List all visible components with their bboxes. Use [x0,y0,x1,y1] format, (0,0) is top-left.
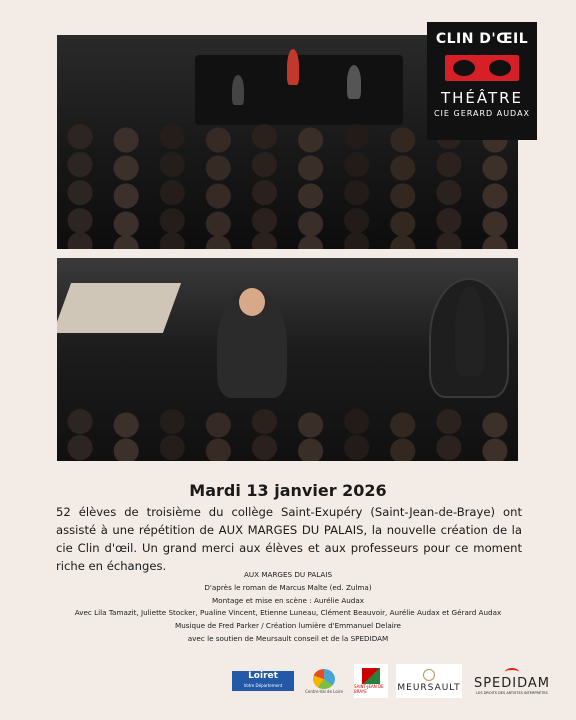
logo-company: CIE GERARD AUDAX [433,109,531,118]
eyes-icon [445,55,519,81]
loiret-sub: Votre Département [243,683,283,688]
credits-block [0,569,576,646]
loiret-name: Loiret [248,671,278,681]
braye-name: SAINT-JEAN DE BRAYE [354,684,384,694]
meursault-mark-icon [423,669,435,681]
credit-line: avec le soutien de Meursault conseil et de la SPEDIDAM [187,633,389,643]
credit-line: Montage et mise en scène : Aurélie Audax [211,595,365,605]
director-face [239,288,265,316]
logo-subtitle: THÉÂTRE [440,89,524,107]
audience-row [57,434,518,461]
clin-doeil-logo [427,22,537,140]
partner-logos [232,662,554,700]
credit-line: D'après le roman de Marcus Malte (ed. Zulma) [204,582,372,592]
logo-title: CLIN D'ŒIL [435,31,529,47]
event-date: Mardi 13 janvier 2026 [189,481,387,500]
credit-line: Avec Lila Tamazit, Juliette Stocker, Pualine Vincent, Etienne Luneau, Clément Beauvoir, Aurélie Audax et Gérard Audax [74,608,502,618]
braye-mark-icon [362,668,380,684]
actor-figure [287,49,299,85]
spedidam-mark-icon [505,668,519,676]
actor-figure [347,65,361,99]
actress-figure [455,286,485,376]
credit-line: Musique de Fred Parker / Création lumière d'Emmanuel Delaire [175,621,401,631]
saint-jean-de-braye-logo [354,664,388,698]
region-mark-icon [313,669,335,689]
spedidam-sub: LES DROITS DES ARTISTES INTERPRÈTES [476,690,548,695]
rehearsal-photo-director [57,258,518,461]
event-description: 52 élèves de troisième du collège Saint-Exupéry (Saint-Jean-de-Braye) ont assisté à une répétition de AUX MARGES DU PALAIS, la nouvelle création de la cie Clin d'œil. Un grand merci aux élèves et aux professeurs pour ce moment riche en échanges. [56,505,522,573]
region-logo [302,664,346,698]
spedidam-logo [470,664,554,698]
table-prop [57,283,181,333]
stage-area [195,55,402,125]
audience-row [57,231,518,249]
credit-title: AUX MARGES DU PALAIS [243,570,333,579]
spedidam-name: SPEDIDAM [473,675,551,691]
loiret-logo [232,671,294,691]
actor-figure [232,75,244,105]
region-name: Centre-Val de Loire [305,688,343,694]
meursault-name: MEURSAULT [397,683,461,693]
meursault-logo [396,664,462,698]
